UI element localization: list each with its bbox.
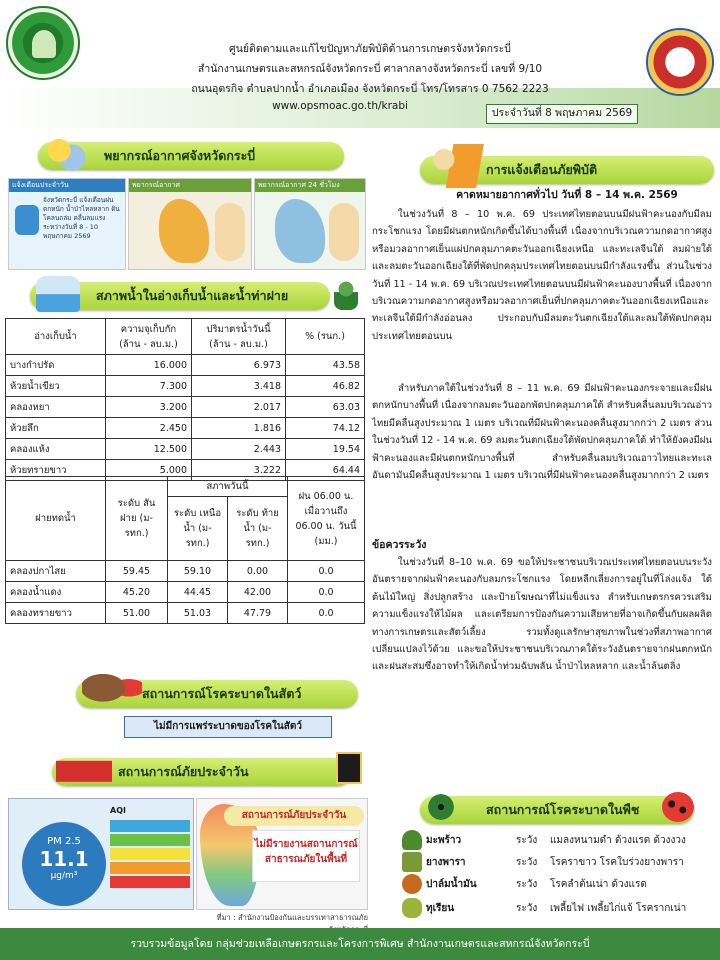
pm-unit: µg/m³ (50, 871, 78, 881)
disaster-dept-logo-icon (336, 752, 362, 784)
plant-row-durian (426, 898, 686, 920)
footer: รวบรวมข้อมูลโดย กลุ่มช่วยเหลือเกษตรกรและโครงการพิเศษ สำนักงานเกษตรและสหกรณ์จังหวัดกระบี่ (0, 928, 720, 960)
plant-name: ปาล์มน้ำมัน (426, 879, 477, 890)
header-line-3: ถนนอุตรกิจ ตำบลปากน้ำ อำเภอเมือง จังหวัดกระบี่ โทร/โทรสาร 0 7562 2223 (191, 83, 549, 95)
weir-upstream: 59.10 (168, 561, 228, 582)
website-link[interactable]: www.opsmoac.go.th/krabi (272, 100, 408, 112)
reservoir-name: บางกำปรัด (6, 355, 106, 376)
plants-banner (420, 796, 694, 824)
coconut-icon (402, 830, 422, 850)
reservoir-percent: 43.58 (286, 355, 365, 376)
daily-banner-label: สถานการณ์ภัยประจำวัน (118, 764, 249, 779)
plant-watch: ระวัง (516, 857, 538, 868)
col-rain: ฝน 06.00 น. เมื่อวานถึง 06.00 น. วันนี้ (มม.) (288, 477, 365, 561)
weir-name: คลองปกาไสย (6, 561, 106, 582)
reservoir-today: 3.222 (192, 460, 286, 481)
aqi-label: AQI (110, 806, 126, 815)
reservoir-percent: 19.54 (286, 439, 365, 460)
aqi-scale (110, 806, 190, 906)
thailand-map-icon (159, 199, 209, 263)
weir-name: คลองน้ำแดง (6, 582, 106, 603)
weir-upstream: 44.45 (168, 582, 228, 603)
plant-name: ยางพารา (426, 857, 466, 868)
weather-cloud-icon (46, 136, 90, 172)
reservoir-capacity: 5.000 (106, 460, 192, 481)
farmer-icon (334, 280, 358, 310)
table-row (6, 397, 365, 418)
table-row (6, 355, 365, 376)
forecast-banner-label: พยากรณ์อากาศจังหวัดกระบี่ (104, 148, 256, 163)
ladybug-icon (662, 792, 694, 822)
table-row (6, 376, 365, 397)
col-today-group: สภาพวันนี้ (168, 477, 288, 497)
weir-downstream: 0.00 (228, 561, 288, 582)
pm-gauge (22, 822, 106, 906)
weir-rain: 0.0 (288, 561, 365, 582)
plant-watch: ระวัง (516, 879, 538, 890)
leaf-icon (426, 792, 456, 822)
animal-banner-label: สถานการณ์โรคระบาดในสัตว์ (142, 686, 302, 701)
warning-paragraph-2: สำหรับภาคใต้ในช่วงวันที่ 8 – 11 พ.ค. 69 มีฝนฟ้าคะนองกระจายและมีฝนตกหนักบางพื้นที่ เนื่องจากลมตะวันออกพัดปกคลุมภาคใต้ สำหรับคลื่นลมบริเวณอ่าวไทยมีคลื่นสูงประมาณ 1 เมตร บริเวณที่มีฝนฟ้าคะนองคลื่นสูงมากกว่า 2 เมตร ส่วนในช่วงวันที่ 12 - 14 พ.ค. 69 ลมตะวันตกเฉียงใต้พัดปกคลุมภาคใต้ ทำให้ยังคงมีฝนฟ้าคะนองและมีฝนตกหนักบางพื้นที่ สำหรับคลื่นลมบริเวณอาวไทยและทะเลอันดามันมีคลื่นสูงประมาณ 1 เมตร บริเวณที่มีฝนฟ้าคะนองคลื่นสูงมากกว่า 2 เมตร (372, 383, 712, 482)
forecast-card-1-title: พยากรณ์อากาศ (129, 179, 251, 192)
weir-crest: 45.20 (106, 582, 168, 603)
animal-status: ไม่มีการแพร่ระบาดของโรคในสัตว์ (124, 716, 332, 738)
plant-row-rubber (426, 852, 684, 874)
warning-paragraph-1: ในช่วงวันที่ 8 – 10 พ.ค. 69 ประเทศไทยตอนบนมีฝนฟ้าคะนองกับมีลมกระโชกแรง โดยมีฝนตกหนักเกิดขึ้นได้บางพื้นที่ เนื่องจากบริเวณความกดอากาศสูงหรือมวลอากาศเย็นแผ่ปกคลุมภาคตะวันออกเฉียงเหนือ และทะเลจีนใต้ ลมฝ่ายใต้และลมตะวันออกเฉียงใต้ที่พัดปกคลุมประเทศไทยตอนบนมีกำลังแรงขึ้น ส่วนในช่วงวันที่ 11 - 14 พ.ค. 69 บริเวณประเทศไทยตอนบนมีฝนฟ้าคะนองบางพื้นที่ เนื่องจากบริเวณความกดอากาศสูงหรือมวลอากาศเย็นที่ปกคลุมภาคตะวันออกเฉียงเหนือและทะเลจีนใต้มีกำลังอ่อนลง ประกอบกับมีลมตะวันตกเฉียงใต้และลมใต้พัดปกคลุมประเทศไทยตอนบน (372, 209, 712, 342)
col-downstream: ระดับ ท้ายน้ำ (ม-รทก.) (228, 497, 288, 561)
reservoir-percent: 74.12 (286, 418, 365, 439)
plant-row-coconut (426, 830, 686, 852)
plant-pest: แมลงหนามดำ ด้วงแรด ด้วงงวง (550, 835, 686, 846)
rubber-tree-icon (402, 852, 422, 872)
aqi-level (110, 834, 190, 846)
weir-name: คลองทรายขาว (6, 603, 106, 624)
reservoir-capacity: 2.450 (106, 418, 192, 439)
krabi-seal-icon (646, 28, 714, 96)
table-row (6, 418, 365, 439)
plant-pest: โรคลำต้นเน่า ด้วงแรด (550, 879, 647, 890)
oil-palm-icon (402, 874, 422, 894)
reservoir-capacity: 16.000 (106, 355, 192, 376)
col-today: ปริมาตรน้ำวันนี้ (ล้าน - ลบ.ม.) (192, 319, 286, 355)
fire-truck-icon (56, 748, 112, 790)
aqi-level (110, 862, 190, 874)
reservoir-today: 3.418 (192, 376, 286, 397)
reservoir-name: ห้วยทรายขาว (6, 460, 106, 481)
plants-banner-label: สถานการณ์โรคระบาดในพืช (486, 802, 640, 817)
col-weir: ฝายทดน้ำ (6, 477, 106, 561)
aqi-level (110, 820, 190, 832)
col-reservoir: อ่างเก็บน้ำ (6, 319, 106, 355)
reservoir-name: ห้วยน้ำเขียว (6, 376, 106, 397)
reservoir-capacity: 12.500 (106, 439, 192, 460)
header-line-2: สำนักงานเกษตรและสหกรณ์จังหวัดกระบี่ ศาลากลางจังหวัดกระบี่ เลขที่ 9/10 (197, 63, 543, 75)
forecast-card-warning-title: แจ้งเตือนประจำวัน (9, 179, 125, 192)
weir-crest: 51.00 (106, 603, 168, 624)
plant-name: มะพร้าว (426, 835, 462, 846)
reservoir-percent: 64.44 (286, 460, 365, 481)
reservoir-percent: 63.03 (286, 397, 365, 418)
plant-watch: ระวัง (516, 835, 538, 846)
reservoir-banner-label: สภาพน้ำในอ่างเก็บน้ำและน้ำท่าฝาย (96, 288, 289, 303)
plant-row-palm (426, 874, 647, 896)
table-row (6, 582, 365, 603)
aqi-level (110, 876, 190, 888)
forecast-card-2 (254, 178, 366, 270)
cow-megaphone-icon (82, 668, 142, 712)
character-icon (329, 203, 359, 261)
reservoir-today: 2.443 (192, 439, 286, 460)
forecast-card-1 (128, 178, 252, 270)
reservoir-today: 6.973 (192, 355, 286, 376)
reservoir-name: คลองแห้ง (6, 439, 106, 460)
col-upstream: ระดับ เหนือน้ำ (ม-รทก.) (168, 497, 228, 561)
reservoir-today: 1.816 (192, 418, 286, 439)
col-crest: ระดับ สันฝาย (ม-รทก.) (106, 477, 168, 561)
forecast-card-2-title: พยากรณ์อากาศ 24 ชั่วโมง (255, 179, 365, 192)
table-row (6, 439, 365, 460)
report-date: ประจำวันที่ 8 พฤษภาคม 2569 (486, 104, 638, 124)
durian-icon (402, 898, 422, 918)
col-percent: % (รนก.) (286, 319, 365, 355)
forecast-card-warning (8, 178, 126, 270)
header-line-1: ศูนย์ติดตามและแก้ไขปัญหาภัยพิบัติด้านการเกษตรจังหวัดกระบี่ (229, 43, 511, 55)
weir-downstream: 42.00 (228, 582, 288, 603)
plant-watch: ระวัง (516, 903, 538, 914)
pm-label: PM 2.5 (47, 836, 81, 847)
pm-value: 11.1 (39, 847, 89, 871)
weir-downstream: 47.79 (228, 603, 288, 624)
rain-cloud-icon (15, 205, 39, 235)
daily-map-title: สถานการณ์ภัยประจำวัน (224, 806, 364, 826)
warning-title: คาดหมายอากาศทั่วไป วันที่ 8 – 14 พ.ค. 2569 (456, 189, 678, 201)
daily-map-text: ไม่มีรายงานสถานการณ์สาธารณภัยในพื้นที่ (252, 830, 360, 882)
col-capacity: ความจุเก็บกัก (ล้าน - ลบ.ม.) (106, 319, 192, 355)
plant-name: ทุเรียน (426, 903, 455, 914)
dam-icon (36, 276, 80, 312)
reservoir-name: คลองหยา (6, 397, 106, 418)
forecast-card-warning-text: จังหวัดกระบี่ แจ้งเตือนฝนตกหนัก น้ำป่าไหลหลาก ดินโคลนถล่ม คลื่นลมแรง ระหว่างวันที่ 8 - 10 พฤษภาคม 2569 (43, 196, 120, 240)
caution-paragraph: ในช่วงวันที่ 8–10 พ.ค. 69 ขอให้ประชาชนบริเวณประเทศไทยตอนบนระวังอันตรายจากฝนฟ้าคะนองกับลมกระโชกแรง โดยหลีกเลี่ยงการอยู่ในที่โล่งแจ้ง ใต้ต้นไม้ใหญ่ สิ่งปลูกสร้าง และป้ายโฆษณาที่ไม่แข็งแรง สำหรับเกษตรกรควรเสริมความแข็งแรงให้ไม้ผล และเตรียมการป้องกันความเสียหายที่อาจเกิดขึ้นกับผลผลิตทางการเกษตรและสัตว์เลี้ยง รวมทั้งดูแลรักษาสุขภาพในช่วงที่สภาพอากาศเปลี่ยนแปลงไว้ด้วย และขอให้ประชาชนบริเวณภาคใต้ระวังอันตรายจากฝนตกหนักและฝนสะสมซึ่งอาจทำให้เกิดน้ำท่วมฉับพลัน น้ำป่าไหลหลาก และน้ำล้นตลิ่ง (372, 557, 712, 673)
thailand-rain-map-icon (275, 199, 325, 263)
character-icon (215, 203, 245, 261)
table-row (6, 603, 365, 624)
weir-rain: 0.0 (288, 603, 365, 624)
reservoir-capacity: 7.300 (106, 376, 192, 397)
warning-banner-label: การแจ้งเตือนภัยพิบัติ (486, 162, 598, 177)
caution-title: ข้อควรระวัง (372, 539, 427, 551)
daily-source: ที่มา : สำนักงานป้องกันและบรรเทาสาธารณภัย (216, 913, 368, 922)
reservoir-name: ห้วยลึก (6, 418, 106, 439)
plant-pest: เพลี้ยไฟ เพลี้ยไก่แจ้ โรครากเน่า (550, 903, 687, 914)
weir-rain: 0.0 (288, 582, 365, 603)
table-row (6, 561, 365, 582)
reservoir-percent: 46.82 (286, 376, 365, 397)
ministry-seal-icon (6, 6, 80, 80)
aqi-level (110, 848, 190, 860)
megaphone-icon (426, 144, 486, 188)
weir-upstream: 51.03 (168, 603, 228, 624)
weir-crest: 59.45 (106, 561, 168, 582)
reservoir-today: 2.017 (192, 397, 286, 418)
reservoir-capacity: 3.200 (106, 397, 192, 418)
plant-pest: โรคราขาว โรคใบร่วงยางพารา (550, 857, 684, 868)
weir-table (5, 476, 365, 624)
reservoir-table (5, 318, 365, 481)
